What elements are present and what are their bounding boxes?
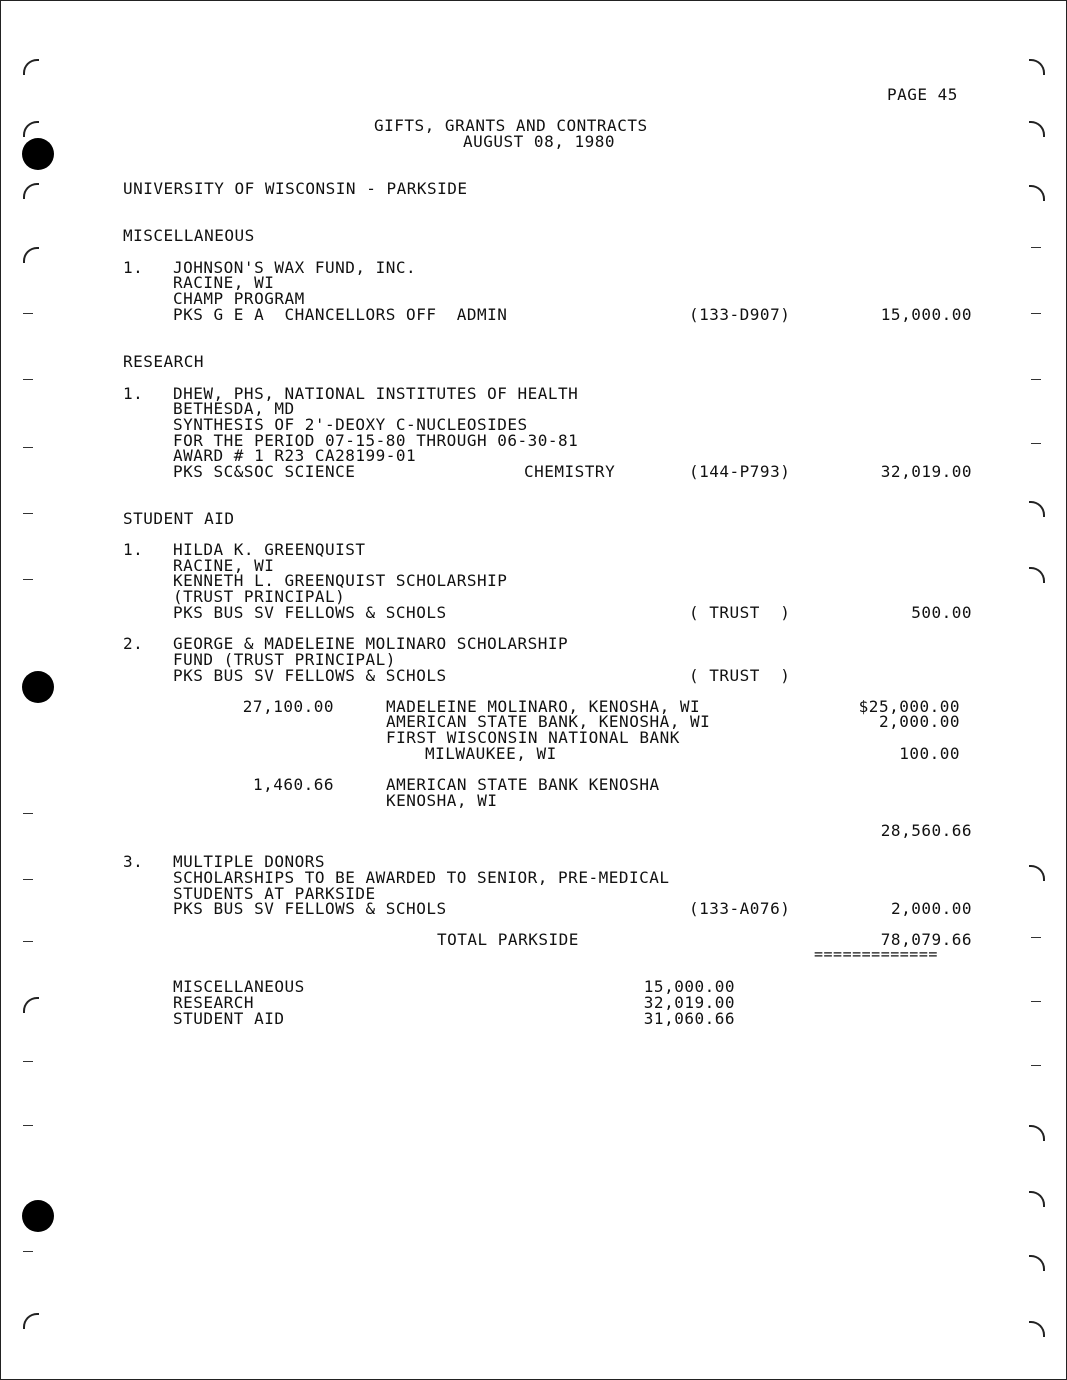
document-title: GIFTS, GRANTS AND CONTRACTS (374, 116, 648, 135)
summary-label: MISCELLANEOUS (173, 977, 305, 996)
item-line: STUDENTS AT PARKSIDE (173, 884, 376, 903)
item-number: 2. (123, 634, 144, 653)
item-number: 1. (123, 384, 144, 403)
margin-mark (1029, 567, 1045, 583)
item-number: 1. (123, 540, 144, 559)
margin-mark (1029, 121, 1045, 137)
margin-mark (23, 997, 39, 1013)
summary-label: RESEARCH (173, 993, 255, 1012)
item-line: DHEW, PHS, NATIONAL INSTITUTES OF HEALTH (173, 384, 579, 403)
breakdown-subtotal: 27,100.00 (242, 697, 334, 716)
section-heading-research: RESEARCH (123, 352, 205, 371)
binder-hole-top (22, 138, 54, 170)
margin-mark (1029, 1125, 1045, 1141)
margin-mark (1031, 1065, 1041, 1066)
item-account: ( TRUST ) (689, 666, 791, 685)
margin-mark (1029, 185, 1045, 201)
item-line: (TRUST PRINCIPAL) (173, 587, 346, 606)
item-line: FUND (TRUST PRINCIPAL) (173, 650, 396, 669)
margin-mark (23, 379, 33, 380)
item-line: MULTIPLE DONORS (173, 852, 325, 871)
donor-amount: 2,000.00 (878, 712, 960, 731)
margin-mark (1031, 937, 1041, 938)
margin-mark (23, 1125, 33, 1126)
margin-mark (23, 313, 33, 314)
page-number: PAGE 45 (887, 85, 958, 104)
item-line: KENNETH L. GREENQUIST SCHOLARSHIP (173, 571, 508, 590)
item-account: (144-P793) (689, 462, 791, 481)
item-amount: 15,000.00 (880, 305, 972, 324)
item-number: 3. (123, 852, 144, 871)
item-account: (133-A076) (689, 899, 791, 918)
item-line: RACINE, WI (173, 273, 275, 292)
total-amount: 78,079.66 (880, 930, 972, 949)
margin-mark (1029, 1255, 1045, 1271)
margin-mark (1029, 865, 1045, 881)
margin-mark (23, 183, 39, 199)
item-amount: 2,000.00 (890, 899, 972, 918)
margin-mark (23, 247, 39, 263)
item-subdepartment: CHEMISTRY (524, 462, 616, 481)
summary-amount: 31,060.66 (643, 1009, 735, 1028)
margin-mark (23, 121, 39, 137)
item-account: (133-D907) (689, 305, 791, 324)
donor-name: FIRST WISCONSIN NATIONAL BANK (386, 728, 680, 747)
section-heading-miscellaneous: MISCELLANEOUS (123, 226, 255, 245)
margin-mark (1031, 379, 1041, 380)
item-line: SCHOLARSHIPS TO BE AWARDED TO SENIOR, PRE-MEDICAL (173, 868, 670, 887)
item-department: PKS G E A CHANCELLORS OFF ADMIN (173, 305, 508, 324)
item-line: CHAMP PROGRAM (173, 289, 305, 308)
margin-mark (1031, 1001, 1041, 1002)
item-line: FOR THE PERIOD 07-15-80 THROUGH 06-30-81 (173, 431, 579, 450)
margin-mark (1029, 1321, 1045, 1337)
item-account: ( TRUST ) (689, 603, 791, 622)
item-line: JOHNSON'S WAX FUND, INC. (173, 258, 417, 277)
item-department: PKS BUS SV FELLOWS & SCHOLS (173, 899, 447, 918)
margin-mark (23, 513, 33, 514)
donor-amount: $25,000.00 (858, 697, 960, 716)
margin-mark (1029, 59, 1045, 75)
item-line: GEORGE & MADELEINE MOLINARO SCHOLARSHIP (173, 634, 569, 653)
margin-mark (1029, 501, 1045, 517)
margin-mark (1031, 247, 1041, 248)
item-number: 1. (123, 258, 144, 277)
donor-name: AMERICAN STATE BANK, KENOSHA, WI (386, 712, 711, 731)
item-department: PKS BUS SV FELLOWS & SCHOLS (173, 666, 447, 685)
item-line: SYNTHESIS OF 2'-DEOXY C-NUCLEOSIDES (173, 415, 528, 434)
margin-mark (1029, 1191, 1045, 1207)
item-line: HILDA K. GREENQUIST (173, 540, 366, 559)
margin-mark (23, 1313, 39, 1329)
section-heading-student-aid: STUDENT AID (123, 509, 235, 528)
total-double-rule: ============= (814, 945, 938, 963)
summary-amount: 32,019.00 (643, 993, 735, 1012)
institution-heading: UNIVERSITY OF WISCONSIN - PARKSIDE (123, 179, 468, 198)
margin-mark (23, 59, 39, 75)
item-line: RACINE, WI (173, 556, 275, 575)
binder-hole-middle (22, 671, 54, 703)
margin-mark (23, 1251, 33, 1252)
donor-location: MILWAUKEE, WI (425, 744, 557, 763)
total-label: TOTAL PARKSIDE (437, 930, 579, 949)
binder-hole-bottom (22, 1200, 54, 1232)
item-line: BETHESDA, MD (173, 399, 295, 418)
item-amount: 28,560.66 (880, 821, 972, 840)
margin-mark (23, 1061, 33, 1062)
summary-label: STUDENT AID (173, 1009, 285, 1028)
donor-name: AMERICAN STATE BANK KENOSHA (386, 775, 660, 794)
item-amount: 500.00 (911, 603, 972, 622)
donor-location: KENOSHA, WI (386, 791, 498, 810)
donor-amount: 100.00 (899, 744, 960, 763)
margin-mark (23, 813, 33, 814)
item-line: AWARD # 1 R23 CA28199-01 (173, 446, 417, 465)
margin-mark (23, 879, 33, 880)
donor-name: MADELEINE MOLINARO, KENOSHA, WI (386, 697, 701, 716)
document-date: AUGUST 08, 1980 (463, 132, 615, 151)
item-amount: 32,019.00 (880, 462, 972, 481)
item-department: PKS BUS SV FELLOWS & SCHOLS (173, 603, 447, 622)
margin-mark (1031, 313, 1041, 314)
item-department: PKS SC&SOC SCIENCE (173, 462, 356, 481)
margin-mark (1031, 443, 1041, 444)
summary-amount: 15,000.00 (643, 977, 735, 996)
breakdown-subtotal: 1,460.66 (252, 775, 334, 794)
margin-mark (23, 579, 33, 580)
margin-mark (23, 447, 33, 448)
margin-mark (23, 941, 33, 942)
